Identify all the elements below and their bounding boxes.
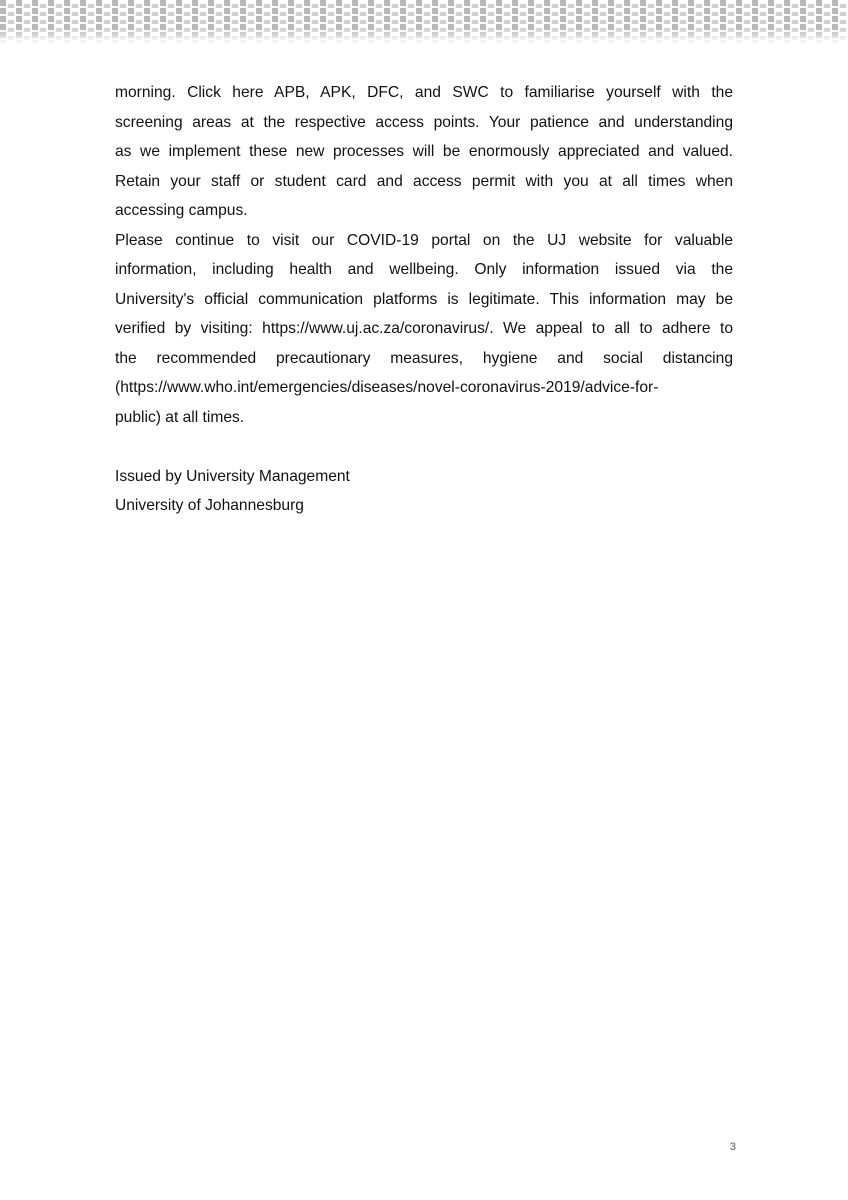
issued-by-line: Issued by University Management <box>115 467 350 485</box>
paragraph-access-screening-line: Retain your staff or student card and access permit with you at all times when <box>115 172 733 190</box>
paragraph-covid-portal <box>115 226 733 433</box>
paragraph-covid-portal-line: University's official communication platforms is legitimate. This information may be <box>115 290 733 308</box>
paragraph-covid-portal-line: the recommended precautionary measures, hygiene and social distancing <box>115 349 733 367</box>
document-body <box>115 78 733 521</box>
paragraph-access-screening <box>115 78 733 226</box>
paragraph-covid-portal-line: Please continue to visit our COVID-19 portal on the UJ website for valuable <box>115 231 733 249</box>
paragraph-covid-portal-line: information, including health and wellbeing. Only information issued via the <box>115 261 733 278</box>
paragraph-covid-portal-line: public) at all times. <box>115 408 245 426</box>
paragraph-spacer <box>115 432 733 462</box>
paragraph-access-screening-line: screening areas at the respective access points. Your patience and understanding <box>115 113 733 131</box>
paragraph-access-screening-line: as we implement these new processes will be enormously appreciated and valued. <box>115 143 733 160</box>
page-number: 3 <box>729 1141 736 1153</box>
paragraph-access-screening-line: accessing campus. <box>115 202 248 219</box>
paragraph-covid-portal-line: verified by visiting: https://www.uj.ac.za/coronavirus/. We appeal to all to adhere to <box>115 320 733 337</box>
paragraph-covid-portal-line: (https://www.who.int/emergencies/diseases/novel-coronavirus-2019/advice-for- <box>115 379 659 396</box>
organisation-line: University of Johannesburg <box>115 497 304 514</box>
header-checker-pattern <box>0 0 848 44</box>
paragraph-access-screening-line: morning. Click here APB, APK, DFC, and SWC to familiarise yourself with the <box>115 84 733 101</box>
